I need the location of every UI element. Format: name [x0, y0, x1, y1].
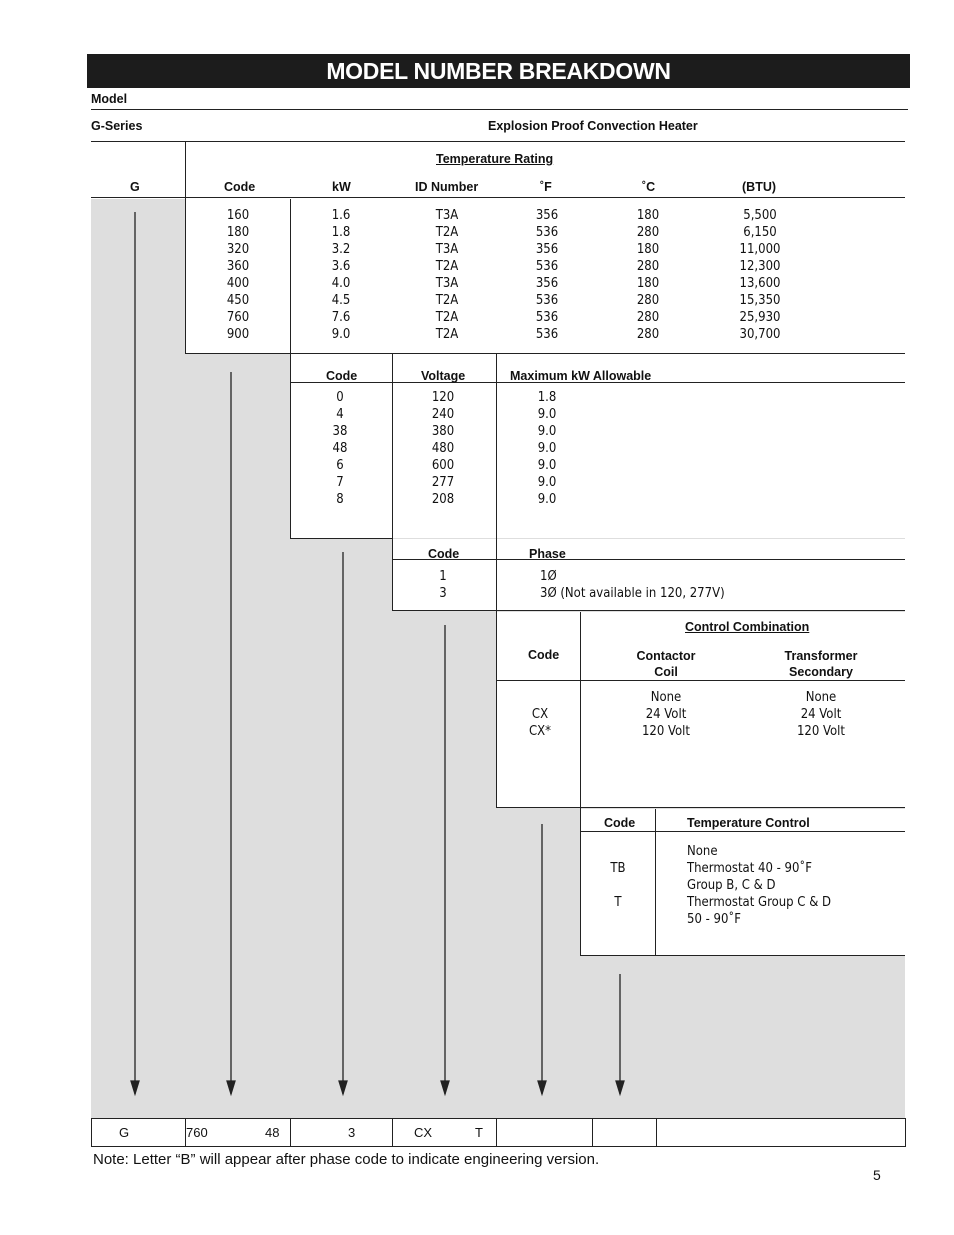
- list-item: 280: [636, 293, 660, 308]
- list-item: 7.6: [331, 310, 351, 325]
- list-item: T2A: [435, 310, 459, 325]
- list-item: CX*: [528, 724, 552, 739]
- list-item: 38: [332, 424, 348, 439]
- list-item: None: [687, 844, 718, 859]
- list-item: 356: [535, 208, 559, 223]
- list-item: 400: [226, 276, 250, 291]
- list-item: 536: [535, 225, 559, 240]
- list-item: 9.0: [331, 327, 351, 342]
- list-item: 280: [636, 259, 660, 274]
- list-item: 12,300: [739, 259, 781, 274]
- list-item: 280: [636, 310, 660, 325]
- list-item: 450: [226, 293, 250, 308]
- model-label: Model: [91, 92, 128, 106]
- list-item: None: [805, 690, 837, 705]
- list-item: T: [614, 895, 622, 910]
- list-item: 1.6: [331, 208, 351, 223]
- arrow-head: [131, 1081, 139, 1094]
- list-item: 3Ø (Not available in 120, 277V): [540, 586, 725, 601]
- list-item: T3A: [435, 242, 459, 257]
- list-item: 24 Volt: [645, 707, 687, 722]
- list-item: Thermostat Group C & D: [687, 895, 832, 910]
- list-item: T2A: [435, 327, 459, 342]
- list-item: 356: [535, 242, 559, 257]
- list-item: 536: [535, 259, 559, 274]
- list-item: 4: [336, 407, 344, 422]
- list-item: 536: [535, 327, 559, 342]
- list-item: 1Ø: [540, 569, 557, 584]
- list-item: 280: [636, 225, 660, 240]
- list-item: 480: [431, 441, 455, 456]
- list-item: Thermostat 40 - 90˚F: [687, 861, 812, 876]
- list-item: 15,350: [739, 293, 781, 308]
- list-item: 760: [226, 310, 250, 325]
- list-item: 8: [336, 492, 344, 507]
- list-item: T2A: [435, 225, 459, 240]
- list-item: 536: [535, 310, 559, 325]
- temp-control-code-header: Code: [604, 816, 636, 830]
- list-item: 4.0: [331, 276, 351, 291]
- example-phase: 3: [348, 1125, 356, 1140]
- list-item: 180: [636, 242, 660, 257]
- list-item: 3: [439, 586, 447, 601]
- page-title: MODEL NUMBER BREAKDOWN: [87, 54, 910, 88]
- list-item: T2A: [435, 259, 459, 274]
- divider: [656, 1118, 657, 1147]
- list-item: 25,930: [739, 310, 781, 325]
- list-item: 1.8: [537, 390, 557, 405]
- list-item: CX: [531, 707, 549, 722]
- series-description: Explosion Proof Convection Heater: [488, 119, 698, 133]
- list-item: 160: [226, 208, 250, 223]
- control-code-header: Code: [528, 648, 560, 662]
- phase-header: Phase: [529, 547, 566, 561]
- list-item: 9.0: [537, 492, 557, 507]
- arrow-head: [227, 1081, 235, 1094]
- list-item: 240: [431, 407, 455, 422]
- list-item: 208: [431, 492, 455, 507]
- list-item: 11,000: [739, 242, 781, 257]
- list-item: 0: [336, 390, 344, 405]
- divider: [592, 1118, 593, 1147]
- example-model-row: [91, 1118, 906, 1147]
- temp-control-header: Temperature Control: [687, 816, 810, 830]
- list-item: Secondary: [789, 665, 853, 679]
- list-item: 536: [535, 293, 559, 308]
- list-item: T3A: [435, 208, 459, 223]
- list-item: 6,150: [743, 225, 777, 240]
- footnote: Note: Letter “B” will appear after phase code to indicate engineering version.: [93, 1151, 600, 1168]
- list-item: 180: [226, 225, 250, 240]
- list-item: Transformer: [784, 649, 858, 663]
- list-item: 120: [431, 390, 455, 405]
- list-item: 120 Volt: [796, 724, 845, 739]
- list-item: 3.6: [331, 259, 351, 274]
- list-item: 180: [636, 276, 660, 291]
- list-item: 900: [226, 327, 250, 342]
- list-item: 280: [636, 327, 660, 342]
- arrow-head: [538, 1081, 546, 1094]
- page-number: 5: [873, 1167, 881, 1183]
- example-voltage: 48: [265, 1125, 280, 1140]
- list-item: 9.0: [537, 407, 557, 422]
- col-header-code: Code: [224, 180, 256, 194]
- arrow-head: [616, 1081, 624, 1094]
- list-item: 6: [336, 458, 344, 473]
- list-item: 320: [226, 242, 250, 257]
- list-item: TB: [610, 861, 626, 876]
- list-item: 4.5: [331, 293, 351, 308]
- divider: [392, 1118, 393, 1147]
- series-label: G-Series: [91, 119, 143, 133]
- list-item: 50 - 90˚F: [687, 912, 741, 927]
- list-item: Coil: [654, 665, 678, 679]
- list-item: Contactor: [636, 649, 696, 663]
- example-control: CX: [414, 1125, 433, 1140]
- list-item: T3A: [435, 276, 459, 291]
- col-header-btu: (BTU): [742, 180, 777, 194]
- list-item: 356: [535, 276, 559, 291]
- divider: [496, 1118, 497, 1147]
- voltage-code-header: Code: [326, 369, 358, 383]
- list-item: 24 Volt: [800, 707, 842, 722]
- col-header-id-number: ID Number: [415, 180, 479, 194]
- temperature-rating-header: Temperature Rating: [436, 152, 554, 166]
- list-item: 1.8: [331, 225, 351, 240]
- voltage-header: Voltage: [421, 369, 466, 383]
- list-item: 3.2: [331, 242, 351, 257]
- list-item: 9.0: [537, 458, 557, 473]
- list-item: 7: [336, 475, 344, 490]
- col-header-kw: kW: [332, 180, 351, 194]
- example-g: G: [119, 1125, 130, 1140]
- list-item: 30,700: [739, 327, 781, 342]
- list-item: 380: [431, 424, 455, 439]
- list-item: T2A: [435, 293, 459, 308]
- example-temp: T: [475, 1125, 483, 1140]
- control-combination-header: Control Combination: [685, 620, 810, 634]
- phase-code-header: Code: [428, 547, 460, 561]
- list-item: 5,500: [743, 208, 777, 223]
- list-item: 1: [439, 569, 447, 584]
- list-item: 600: [431, 458, 455, 473]
- list-item: 48: [332, 441, 348, 456]
- list-item: 9.0: [537, 475, 557, 490]
- arrow-head: [441, 1081, 449, 1094]
- list-item: 277: [431, 475, 455, 490]
- list-item: 360: [226, 259, 250, 274]
- example-code: 760: [186, 1125, 208, 1140]
- arrow-head: [339, 1081, 347, 1094]
- list-item: Group B, C & D: [687, 878, 776, 893]
- list-item: 180: [636, 208, 660, 223]
- list-item: 120 Volt: [641, 724, 690, 739]
- col-header-deg-f: ˚F: [540, 180, 552, 194]
- col-header-deg-c: ˚C: [642, 180, 656, 194]
- col-header-g: G: [130, 180, 140, 194]
- list-item: 13,600: [739, 276, 781, 291]
- list-item: None: [650, 690, 682, 705]
- list-item: 9.0: [537, 441, 557, 456]
- divider: [290, 1118, 291, 1147]
- list-item: 9.0: [537, 424, 557, 439]
- max-kw-header: Maximum kW Allowable: [510, 369, 652, 383]
